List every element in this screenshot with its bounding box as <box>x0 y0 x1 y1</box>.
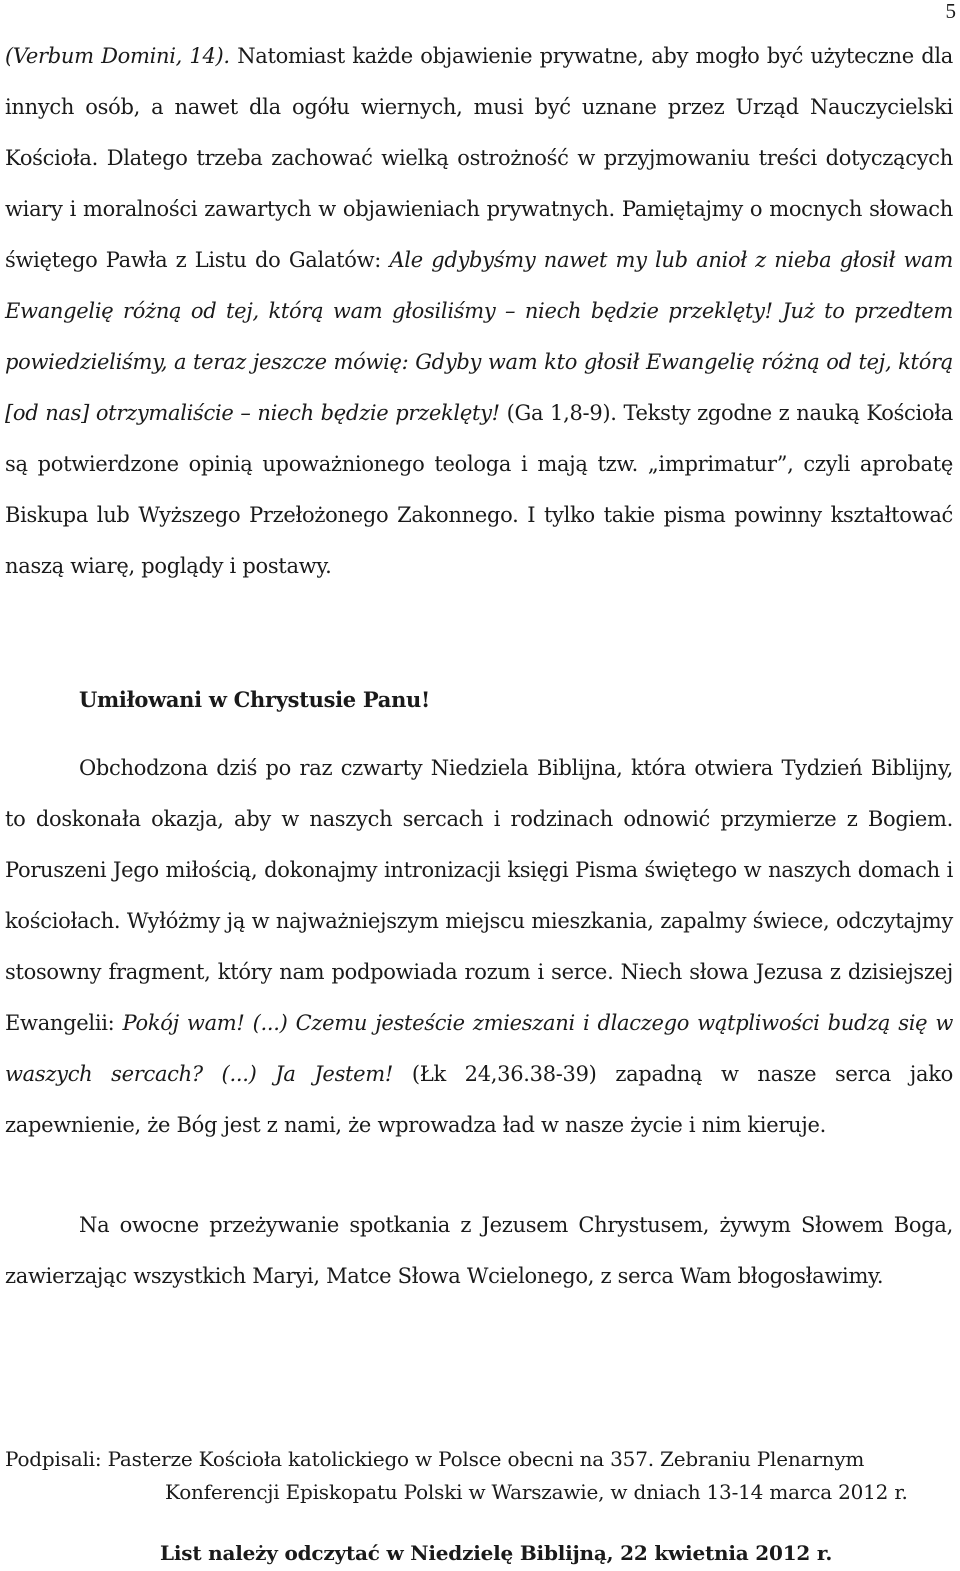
signatories-line-2: Konferencji Episkopatu Polski w Warszawie, w dniach 13-14 marca 2012 r. <box>165 1480 908 1504</box>
citation-verbum-domini: (Verbum Domini, 14). <box>5 44 230 68</box>
page-number: 5 <box>945 0 956 23</box>
reading-instruction: List należy odczytać w Niedzielę Biblijną, 22 kwietnia 2012 r. <box>160 1541 833 1565</box>
paragraph-text: (Ga 1,8-9). Teksty zgodne z nauką Kościoła są potwierdzone opinią upoważnionego teologa i mają tzw. „imprimatur”, czyli aprobatę Biskupa lub Wyższego Przełożonego Zakonnego. I tylko takie pisma powinny kształtować naszą wiarę, poglądy i postawy. <box>5 401 953 578</box>
quote-galatians: Ale gdybyśmy nawet my lub anioł z nieba głosił wam Ewangelię różną od tej, którą wam głosiliśmy – niech będzie przeklęty! Już to przedtem powiedzieliśmy, a teraz jeszcze mówię: Gdyby wam kto głosił Ewangelię różną od tej, którą [od nas] otrzymaliście – niech będzie przeklęty! <box>5 248 953 425</box>
paragraph-revelation <box>5 31 953 592</box>
quote-gospel-luke: Pokój wam! (...) Czemu jesteście zmieszani i dlaczego wątpliwości budzą się w waszych sercach? (...) Ja Jestem! <box>5 1011 953 1086</box>
section-heading: Umiłowani w Chrystusie Panu! <box>79 687 430 712</box>
signatories-line-1: Podpisali: Pasterze Kościoła katolickiego w Polsce obecni na 357. Zebraniu Plenarnym <box>5 1447 865 1471</box>
paragraph-blessing: Na owocne przeżywanie spotkania z Jezusem Chrystusem, żywym Słowem Boga, zawierzając wszystkich Maryi, Matce Słowa Wcielonego, z serca Wam błogosławimy. <box>5 1213 953 1288</box>
paragraph-text: (Łk 24,36.38-39) zapadną w nasze serca jako zapewnienie, że Bóg jest z nami, że wprowadza ład w nasze życie i nim kieruje. <box>5 1062 953 1137</box>
paragraph-text: Natomiast każde objawienie prywatne, aby mogło być użyteczne dla innych osób, a nawet dla ogółu wiernych, musi być uznane przez Urząd Nauczycielski Kościoła. Dlatego trzeba zachować wielką ostrożność w przyjmowaniu treści dotyczących wiary i moralności zawartych w objawieniach prywatnych. Pamiętajmy o mocnych słowach świętego Pawła z Listu do Galatów: <box>5 44 953 272</box>
paragraph-bible-sunday <box>5 743 953 1151</box>
paragraph-text: Obchodzona dziś po raz czwarty Niedziela Biblijna, która otwiera Tydzień Biblijny, to doskonała okazja, aby w naszych sercach i rodzinach odnowić przymierze z Bogiem. Poruszeni Jego miłością, dokonajmy intronizacji księgi Pisma świętego w naszych domach i kościołach. Wyłóżmy ją w najważniejszym miejscu mieszkania, zapalmy świece, odczytajmy stosowny fragment, który nam podpowiada rozum i serce. Niech słowa Jezusa z dzisiejszej Ewangelii: <box>5 756 953 1035</box>
